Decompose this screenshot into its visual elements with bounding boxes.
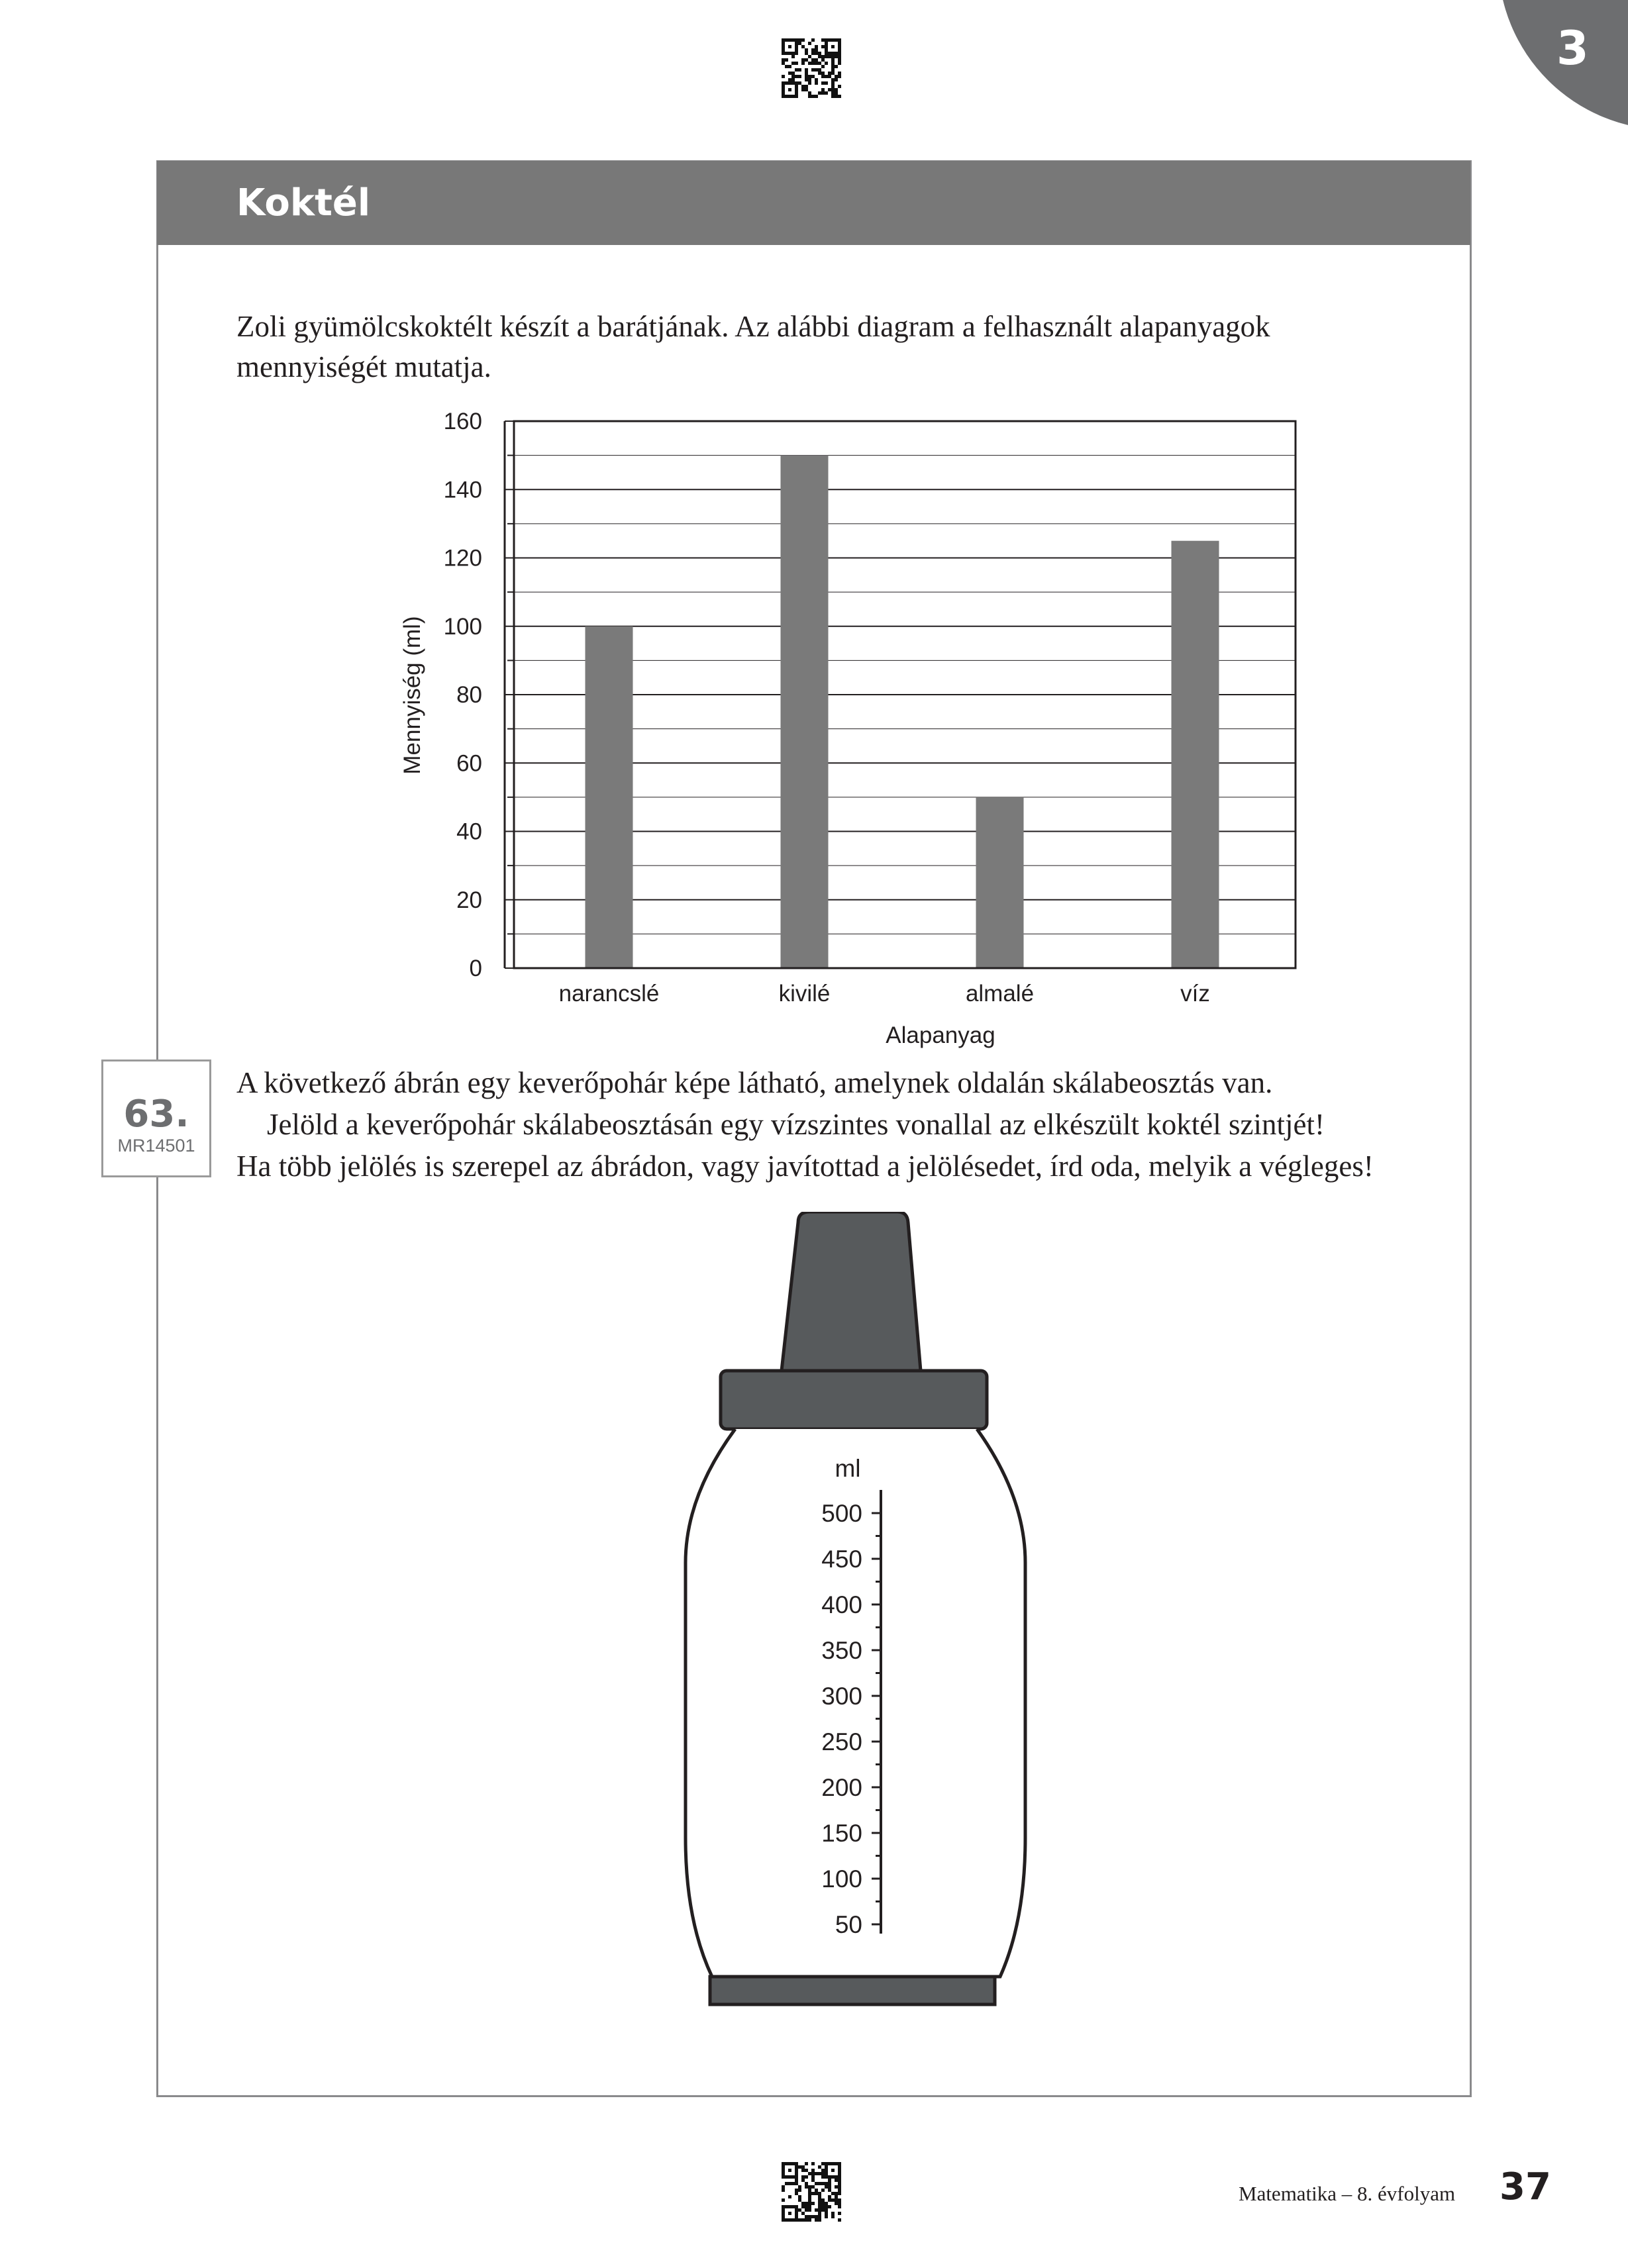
scale-label: 100 xyxy=(821,1865,862,1893)
scale-label: 250 xyxy=(821,1728,862,1755)
scale-label: 400 xyxy=(821,1591,862,1618)
y-tick-label: 140 xyxy=(443,477,482,503)
scale-label: 450 xyxy=(821,1546,862,1573)
bar-chart xyxy=(391,397,1318,1060)
qr-code-bottom xyxy=(782,2162,841,2222)
scale-label: 200 xyxy=(821,1774,862,1801)
chapter-tab xyxy=(1498,0,1628,130)
page-number: 37 xyxy=(1500,2165,1551,2208)
bar-víz xyxy=(1172,541,1219,968)
chapter-number: 3 xyxy=(1556,21,1589,75)
scale-label: 150 xyxy=(821,1820,862,1847)
task-code: MR14501 xyxy=(117,1136,195,1156)
shaker-lid-top xyxy=(782,1212,921,1371)
y-axis-title: Mennyiség (ml) xyxy=(399,616,425,775)
scale-unit-label: ml xyxy=(835,1455,861,1482)
scale-label: 300 xyxy=(821,1683,862,1710)
shaker-illustration xyxy=(662,1212,1060,2026)
scale-label: 350 xyxy=(821,1637,862,1664)
task-line-1: A következő ábrán egy keverőpohár képe látható, amelynek oldalán skálabeosztás van. xyxy=(236,1066,1273,1099)
intro-line-1: Zoli gyümölcskoktélt készít a barátjának. Az alábbi diagram a felhasznált alapanyagok xyxy=(236,310,1270,343)
y-tick-label: 160 xyxy=(443,409,482,434)
intro-line-2: mennyiségét mutatja. xyxy=(236,350,491,383)
task-line-3: Ha több jelölés is szerepel az ábrádon, vagy javítottad a jelölésedet, írd oda, melyik a végleges! xyxy=(236,1150,1374,1183)
task-number-box xyxy=(101,1060,211,1177)
task-number: 63. xyxy=(123,1093,189,1136)
scale-label: 50 xyxy=(835,1911,862,1938)
x-tick-label: almalé xyxy=(965,981,1035,1007)
y-tick-label: 60 xyxy=(456,750,482,777)
shaker-base xyxy=(710,1977,995,2004)
section-title: Koktél xyxy=(236,181,371,224)
bar-narancslé xyxy=(585,626,633,968)
footer-subject: Matematika – 8. évfolyam xyxy=(1239,2182,1456,2205)
x-axis-title: Alapanyag xyxy=(886,1022,995,1048)
y-tick-label: 120 xyxy=(443,545,482,571)
y-tick-label: 100 xyxy=(443,613,482,640)
y-tick-label: 0 xyxy=(469,956,482,981)
shaker-lid-band xyxy=(721,1371,987,1429)
y-tick-label: 40 xyxy=(456,818,482,845)
x-tick-label: víz xyxy=(1180,981,1210,1007)
y-tick-label: 20 xyxy=(456,887,482,913)
bar-kivilé xyxy=(781,456,829,968)
y-tick-label: 80 xyxy=(456,682,482,708)
bar-almalé xyxy=(976,797,1024,968)
section-header xyxy=(157,161,1470,245)
qr-code-top xyxy=(782,38,841,98)
x-tick-label: narancslé xyxy=(558,981,660,1007)
scale-label: 500 xyxy=(821,1500,862,1527)
x-tick-label: kivilé xyxy=(778,981,831,1007)
task-line-2: Jelöld a keverőpohár skálabeosztásán egy vízszintes vonallal az elkészült koktél szintjét! xyxy=(267,1108,1325,1141)
